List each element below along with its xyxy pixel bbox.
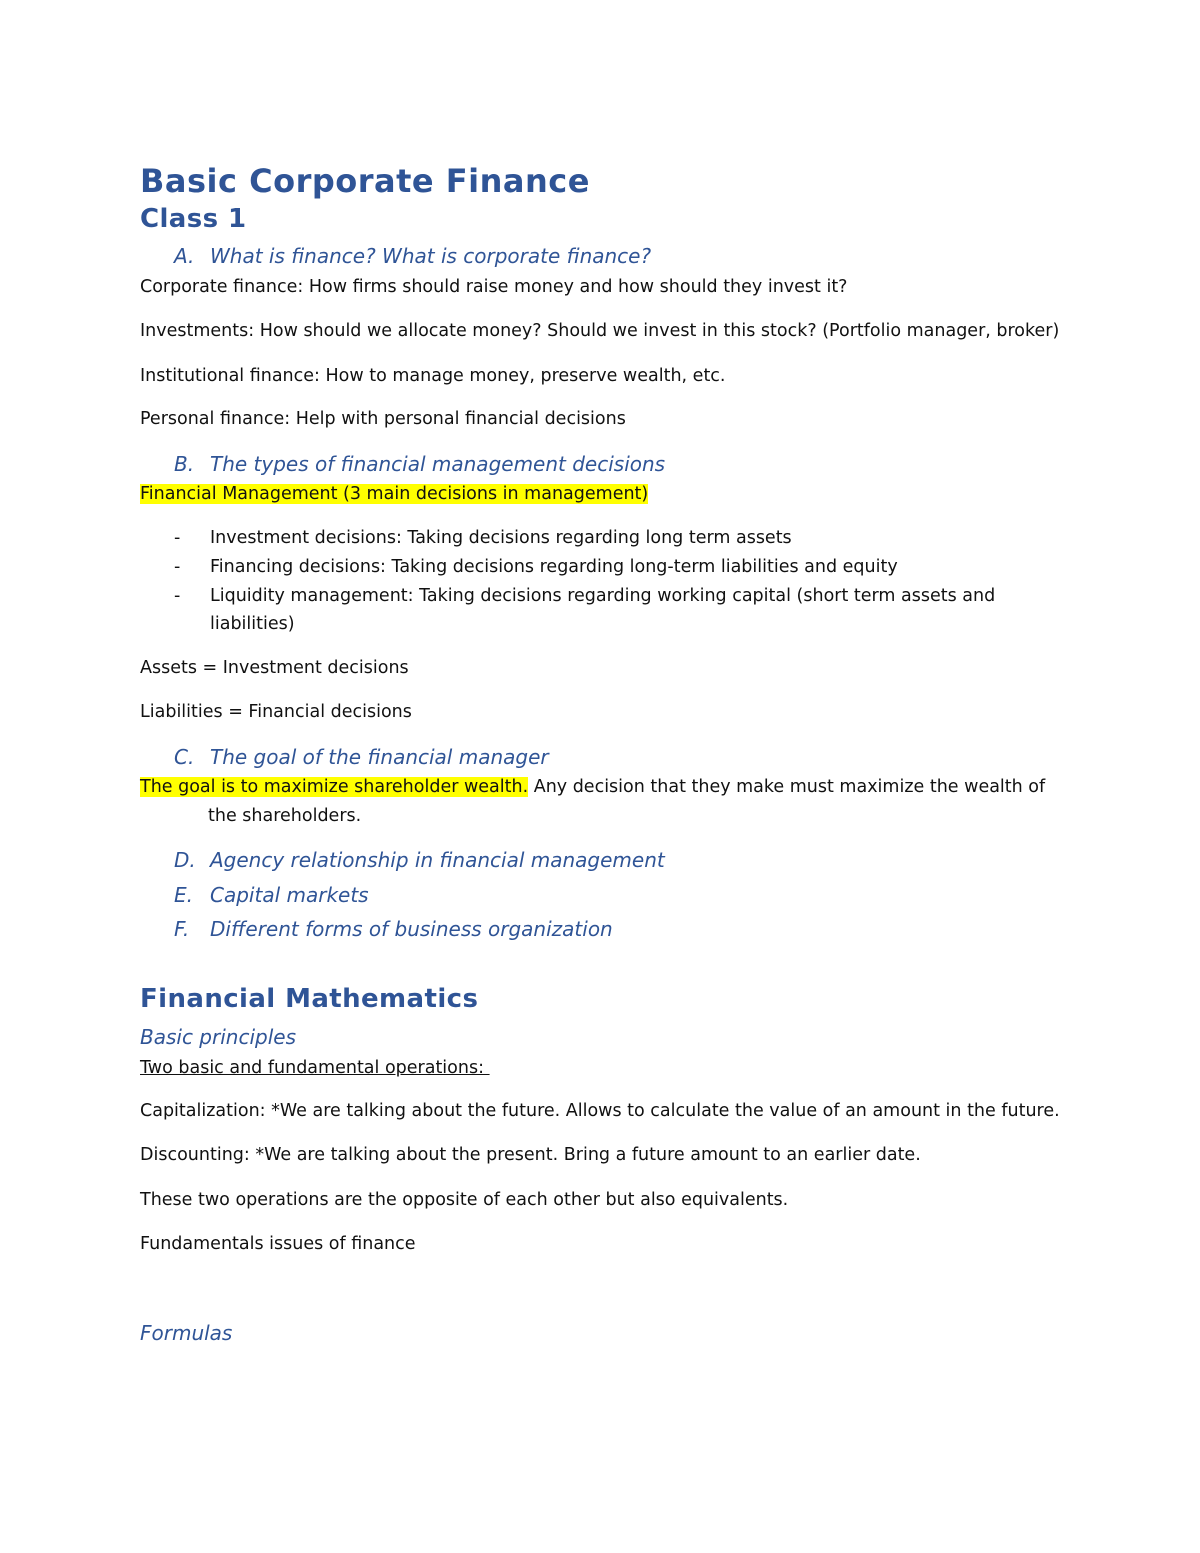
section-d-heading-text: Agency relationship in financial management [210,848,665,872]
section-f-heading-text: Different forms of business organization [210,917,613,941]
section-c-marker: C. [174,745,195,769]
paragraph-operations-opposite: These two operations are the opposite of each other but also equivalents. [140,1190,789,1210]
bullet-text: Financing decisions: Taking decisions regarding long-term liabilities and equity [210,557,898,577]
highlighted-text: Financial Management (3 main decisions in management) [140,484,649,504]
goal-rest-text: Any decision that they make must maximize the wealth of [528,777,1046,797]
paragraph-investments: Investments: How should we allocate money? Should we invest in this stock? (Portfolio manager, broker) [140,321,1060,341]
paragraph-capitalization: Capitalization: *We are talking about the future. Allows to calculate the value of an amount in the future. [140,1101,1060,1121]
paragraph-fundamentals: Fundamentals issues of finance [140,1234,416,1254]
section-b-heading [174,452,665,476]
section-e-marker: E. [174,883,193,907]
bullet-dash: - [174,528,181,548]
bullet-dash: - [174,557,181,577]
section-f-marker: F. [174,917,190,941]
section-d-marker: D. [174,848,196,872]
bullet-dash: - [174,586,181,606]
section-c-heading [174,745,549,769]
highlighted-text: The goal is to maximize shareholder wealth. [140,777,529,797]
underlined-text: Two basic and fundamental operations: [140,1058,490,1078]
operations-intro [140,1058,490,1078]
document-title: Basic Corporate Finance [140,162,590,200]
goal-paragraph [140,777,1045,797]
paragraph-corporate-finance: Corporate finance: How firms should raise money and how should they invest it? [140,277,848,297]
section-d-heading [174,848,665,872]
section-e-heading [174,883,369,907]
financial-mathematics-heading: Financial Mathematics [140,984,479,1014]
section-e-heading-text: Capital markets [210,883,369,907]
paragraph-personal-finance: Personal finance: Help with personal financial decisions [140,409,626,429]
section-b-marker: B. [174,452,195,476]
bullet-item [174,528,792,548]
section-a-heading [174,244,651,268]
section-a-marker: A. [174,244,195,268]
section-b-heading-text: The types of financial management decisions [210,452,666,476]
class-heading: Class 1 [140,204,247,234]
section-c-heading-text: The goal of the financial manager [210,745,549,769]
bullet-text: Liquidity management: Taking decisions regarding working capital (short term assets and [210,586,996,606]
financial-management-line [140,484,648,504]
formulas-heading: Formulas [140,1321,233,1345]
section-a-heading-text: What is finance? What is corporate finance? [210,244,652,268]
paragraph-liabilities: Liabilities = Financial decisions [140,702,412,722]
paragraph-institutional-finance: Institutional finance: How to manage money, preserve wealth, etc. [140,366,726,386]
section-f-heading [174,917,613,941]
goal-continuation: the shareholders. [208,806,362,826]
bullet-item [174,557,898,577]
bullet-text: Investment decisions: Taking decisions regarding long term assets [210,528,792,548]
paragraph-discounting: Discounting: *We are talking about the present. Bring a future amount to an earlier date. [140,1145,921,1165]
bullet-item [174,586,995,606]
basic-principles-subheading: Basic principles [140,1025,296,1049]
paragraph-assets: Assets = Investment decisions [140,658,409,678]
bullet-continuation: liabilities) [210,614,295,634]
